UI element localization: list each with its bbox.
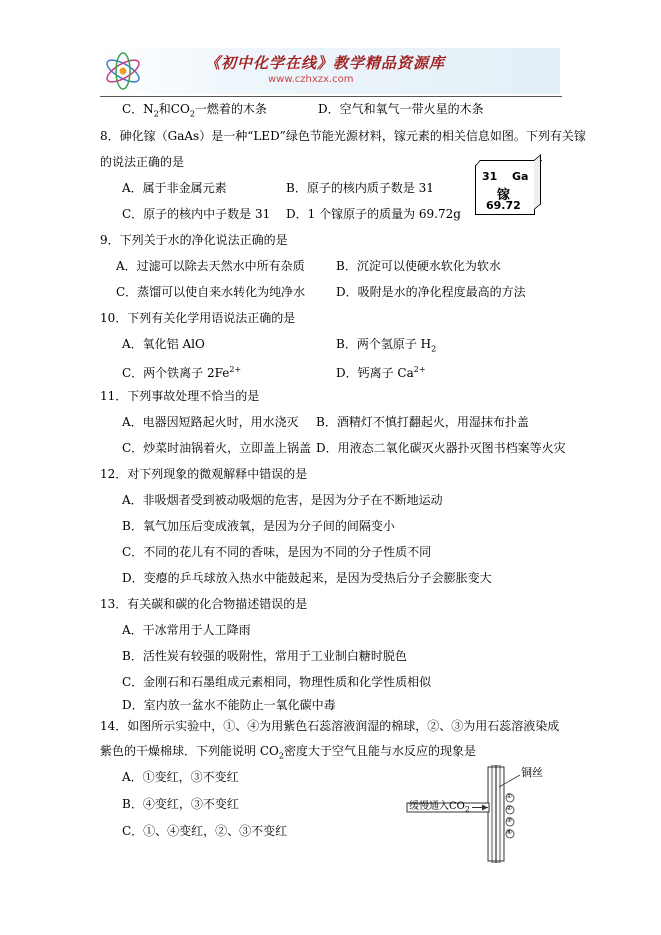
q12-option-d: D．变瘪的乒乓球放入热水中能鼓起来，是因为受热后分子会膨胀变大 [122, 571, 492, 585]
q8-option-c: C．原子的核内中子数是 31 [122, 207, 271, 221]
q14-option-c: C．①、④变红，②、③不变红 [122, 824, 288, 838]
q11-option-d: D．用液态二氧化碳灭火器扑灭图书档案等火灾 [316, 441, 566, 455]
atom-logo-icon [100, 48, 146, 94]
q10-option-b: B．两个氢原子 $H_2$ [336, 337, 437, 354]
header-divider [100, 96, 562, 97]
q9-option-c: C．蒸馏可以使自来水转化为纯净水 [116, 285, 306, 299]
ball-label-1: ① [506, 792, 513, 800]
q13-stem: 13．有关碳和碳的化合物描述错误的是 [100, 597, 308, 611]
ball-label-3: ③ [506, 816, 513, 824]
q7-option-c: C．$N_2$和$CO_2$一燃着的木条 [122, 102, 267, 119]
header-url: www.czhxzx.com [268, 74, 354, 85]
co2-tube-apparatus [402, 765, 567, 863]
q8-option-a: A．属于非金属元素 [122, 181, 227, 195]
q11-option-c: C．炒菜时油锅着火，立即盖上锅盖 [122, 441, 312, 455]
q10-option-d: D．钙离子 $Ca^{2+}$ [336, 365, 426, 380]
q11-option-a: A．电器因短路起火时，用水浇灭 [122, 415, 299, 429]
q14-option-b: B．④变红，③不变红 [122, 797, 239, 811]
element-atomic-number: 31 [482, 170, 498, 183]
q7-option-d: D．空气和氧气一带火星的木条 [318, 102, 484, 116]
header-title: 《初中化学在线》教学精品资源库 [205, 54, 446, 72]
q12-option-c: C．不同的花儿有不同的香味，是因为不同的分子性质不同 [122, 545, 432, 559]
q12-option-b: B．氧气加压后变成液氧，是因为分子间的间隔变小 [122, 519, 395, 533]
q8-option-b: B．原子的核内质子数是 31 [286, 181, 434, 195]
element-atomic-mass: 69.72 [486, 199, 521, 212]
element-symbol: Ga [512, 170, 529, 183]
q11-option-b: B．酒精灯不慎打翻起火，用湿抹布扑盖 [316, 415, 529, 429]
q13-option-c: C．金刚石和石墨组成元素相同，物理性质和化学性质相似 [122, 675, 432, 689]
q10-stem: 10．下列有关化学用语说法正确的是 [100, 311, 296, 325]
q14-stem-line1: 14．如图所示实验中，①、④为用紫色石蕊溶液润湿的棉球，②、③为用石蕊溶液染成 [100, 719, 560, 733]
q9-option-d: D．吸附是水的净化程度最高的方法 [336, 285, 526, 299]
q8-option-d: D．1 个镓原子的质量为 69.72g [286, 207, 461, 221]
element-tile-top [475, 160, 542, 166]
q10-option-c: C．两个铁离子 $2Fe^{2+}$ [122, 365, 242, 380]
q9-option-b: B．沉淀可以使硬水软化为软水 [336, 259, 501, 273]
ball-label-4: ④ [506, 828, 513, 836]
q8-stem-line1: 8．砷化镓（GaAs）是一种“LED”绿色节能光源材料，镓元素的相关信息如图。下列有关镓 [100, 129, 586, 143]
q8-stem-line2: 的说法正确的是 [100, 155, 185, 169]
q12-option-a: A．非吸烟者受到被动吸烟的危害，是因为分子在不断地运动 [122, 493, 443, 507]
element-tile-gallium [475, 165, 535, 215]
element-name: 镓 [497, 188, 511, 203]
q9-option-a: A．过滤可以除去天然水中所有杂质 [116, 259, 305, 273]
q12-stem: 12．对下列现象的微观解释中错误的是 [100, 467, 308, 481]
q13-option-b: B．活性炭有较强的吸附性，常用于工业制白糖时脱色 [122, 649, 407, 663]
q10-option-a: A．氧化铝 AlO [122, 337, 205, 351]
co2-inlet-label: 缓慢通入$CO_2$ [409, 801, 470, 814]
q14-stem-line2: 紫色的干燥棉球．下列能说明 $CO_2$密度大于空气且能与水反应的现象是 [100, 744, 476, 761]
copper-wire-label: 铜丝 [521, 766, 543, 779]
q11-stem: 11．下列事故处理不恰当的是 [100, 389, 260, 403]
element-tile-side [534, 154, 541, 210]
q13-option-d: D．室内放一盆水不能防止一氧化碳中毒 [122, 698, 336, 712]
q9-stem: 9．下列关于水的净化说法正确的是 [100, 233, 288, 247]
q13-option-a: A．干冰常用于人工降雨 [122, 623, 251, 637]
ball-label-2: ② [506, 804, 513, 812]
q14-option-a: A．①变红，③不变红 [122, 770, 239, 784]
